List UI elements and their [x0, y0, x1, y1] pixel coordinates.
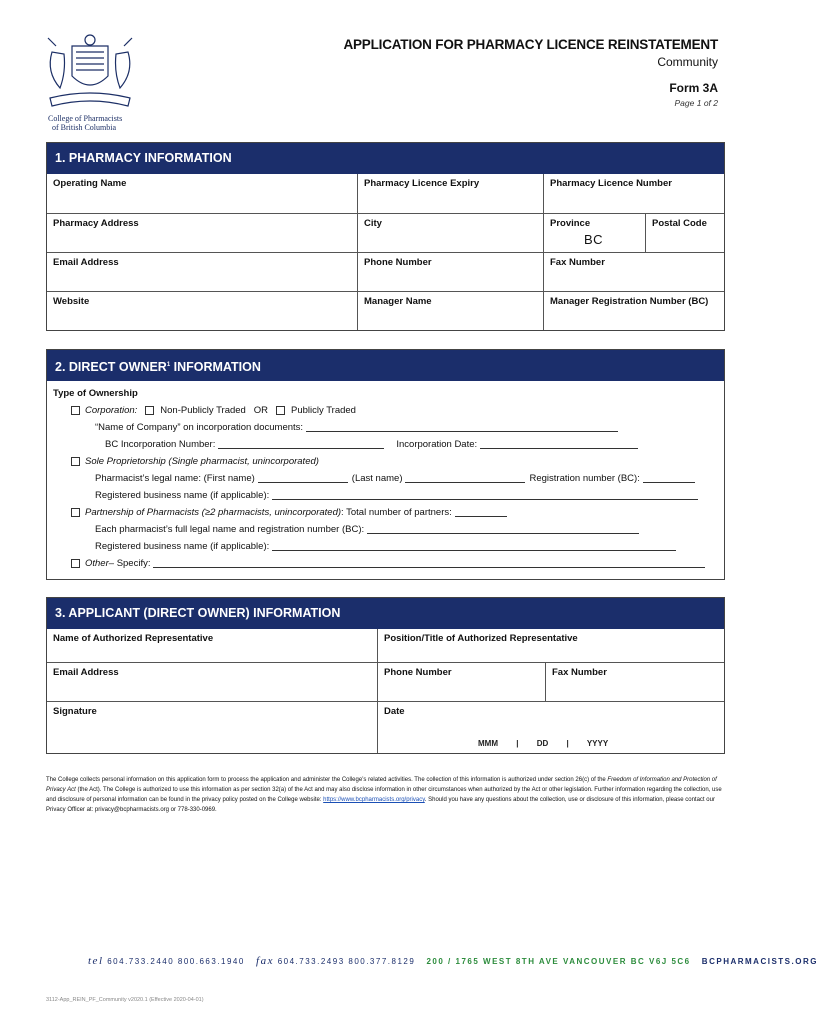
form-title: APPLICATION FOR PHARMACY LICENCE REINSTATEMENT — [343, 37, 718, 52]
applicant-fax-field[interactable]: Fax Number — [546, 662, 724, 701]
section-applicant-information — [46, 597, 725, 754]
non-public-checkbox[interactable] — [145, 406, 154, 415]
section-title: 3. APPLICANT (DIRECT OWNER) INFORMATION — [47, 598, 724, 629]
authorized-representative-field[interactable]: Name of Authorized Representative — [47, 629, 378, 662]
licence-number-field[interactable]: Pharmacy Licence Number — [550, 178, 672, 189]
form-code: 3112-App_REIN_PF_Community v2020.1 (Effective 2020-04-01) — [46, 997, 204, 1003]
footer-contact: tel 604.733.2440 800.663.1940 fax 604.733.2493 800.377.8129 200 / 1765 WEST 8TH AVE VANCOUVER BC V6J 5C6 BCPHARMACISTS.ORG — [88, 955, 818, 967]
privacy-notice: The College collects personal information on this application form to process the application and administer the College’s related activities. The collection of this information is authorized under section 26(c) of the Freedom of Information and Protection of Privacy Act (the Act). The College is authorized to use this information as per section 32(a) of the Act and may also disclose information in other circumstances when authorized by the Act or other legislation. Further information regarding the collection, use and disclosure of personal information can be found in the privacy policy posted on the College website: https://www.bcpharmacists.org/privacy. Should you have any questions about the collection, use or disclosure of this information, please contact our Privacy Officer at: privacy@bcpharmacists.org or 778-330-0969. — [46, 777, 722, 813]
company-name-row: “Name of Company” on incorporation documents: — [53, 419, 718, 436]
last-name-input[interactable] — [405, 475, 525, 483]
partnership-checkbox[interactable] — [71, 508, 80, 517]
date-format-hint: MMM | DD | YYYY — [478, 739, 609, 748]
total-partners-input[interactable] — [455, 509, 507, 517]
province-field[interactable]: Province BC — [544, 213, 646, 252]
sole-proprietorship-row: Sole Proprietorship (Single pharmacist, unincorporated) — [53, 453, 718, 470]
partnership-business-input[interactable] — [272, 543, 676, 551]
pharmacy-address-field[interactable]: Pharmacy Address — [47, 213, 358, 252]
privacy-policy-link[interactable]: https://www.bcpharmacists.org/privacy — [323, 797, 425, 803]
other-specify-input[interactable] — [153, 560, 705, 568]
website-field[interactable]: Website — [47, 291, 358, 330]
applicant-phone-field[interactable]: Phone Number — [378, 662, 546, 701]
sole-proprietorship-checkbox[interactable] — [71, 457, 80, 466]
college-logo — [42, 32, 140, 134]
city-field[interactable]: City — [358, 213, 544, 252]
partners-names-input[interactable] — [367, 526, 639, 534]
org-name: College of Pharmacists of British Columbia — [48, 114, 123, 132]
partners-names-row: Each pharmacist’s full legal name and registration number (BC): — [53, 521, 718, 538]
email-field[interactable]: Email Address — [47, 252, 358, 291]
registration-number-input[interactable] — [643, 475, 695, 483]
fax-field[interactable]: Fax Number — [544, 252, 724, 291]
representative-title-field[interactable]: Position/Title of Authorized Representative — [384, 633, 578, 644]
page-indicator: Page 1 of 2 — [674, 98, 718, 108]
section-title: 2. DIRECT OWNER$^1$ INFORMATION — [47, 350, 724, 381]
public-checkbox[interactable] — [276, 406, 285, 415]
form-subtitle: Community — [657, 55, 718, 69]
incorporation-number-input[interactable] — [218, 441, 384, 449]
other-checkbox[interactable] — [71, 559, 80, 568]
partnership-business-row: Registered business name (if applicable): — [53, 538, 718, 555]
signature-field[interactable]: Signature — [47, 701, 378, 753]
pharmacist-name-row: Pharmacist’s legal name: (First name) (Last name) Registration number (BC): — [53, 470, 718, 487]
section-title: 1. PHARMACY INFORMATION — [47, 143, 724, 174]
section-pharmacy-information — [46, 142, 725, 331]
province-value: BC — [584, 232, 604, 247]
incorporation-date-input[interactable] — [480, 441, 638, 449]
corporation-checkbox[interactable] — [71, 406, 80, 415]
form-number: Form 3A — [669, 81, 718, 95]
corporation-row: Corporation: Non-Publicly Traded OR Publicly Traded — [53, 402, 718, 419]
manager-registration-field[interactable]: Manager Registration Number (BC) — [544, 291, 724, 330]
other-row: Other – Specify: — [53, 555, 718, 572]
business-name-input[interactable] — [272, 492, 698, 500]
postal-code-field[interactable]: Postal Code — [646, 213, 724, 252]
manager-name-field[interactable]: Manager Name — [358, 291, 544, 330]
phone-field[interactable]: Phone Number — [358, 252, 544, 291]
partnership-row: Partnership of Pharmacists (≥2 pharmacists, unincorporated) : Total number of partners: — [53, 504, 718, 521]
company-name-input[interactable] — [306, 424, 618, 432]
form-header — [343, 37, 718, 108]
business-name-row: Registered business name (if applicable): — [53, 487, 718, 504]
first-name-input[interactable] — [258, 475, 348, 483]
ownership-type-label: Type of Ownership — [53, 388, 138, 399]
date-field[interactable]: Date MMM | DD | YYYY — [378, 701, 724, 753]
section-direct-owner-information — [46, 349, 725, 580]
applicant-email-field[interactable]: Email Address — [47, 662, 378, 701]
operating-name-field[interactable]: Operating Name — [47, 174, 358, 213]
licence-expiry-field[interactable]: Pharmacy Licence Expiry — [358, 174, 544, 213]
crest-icon — [42, 32, 138, 112]
incorporation-row: BC Incorporation Number: Incorporation Date: — [53, 436, 718, 453]
